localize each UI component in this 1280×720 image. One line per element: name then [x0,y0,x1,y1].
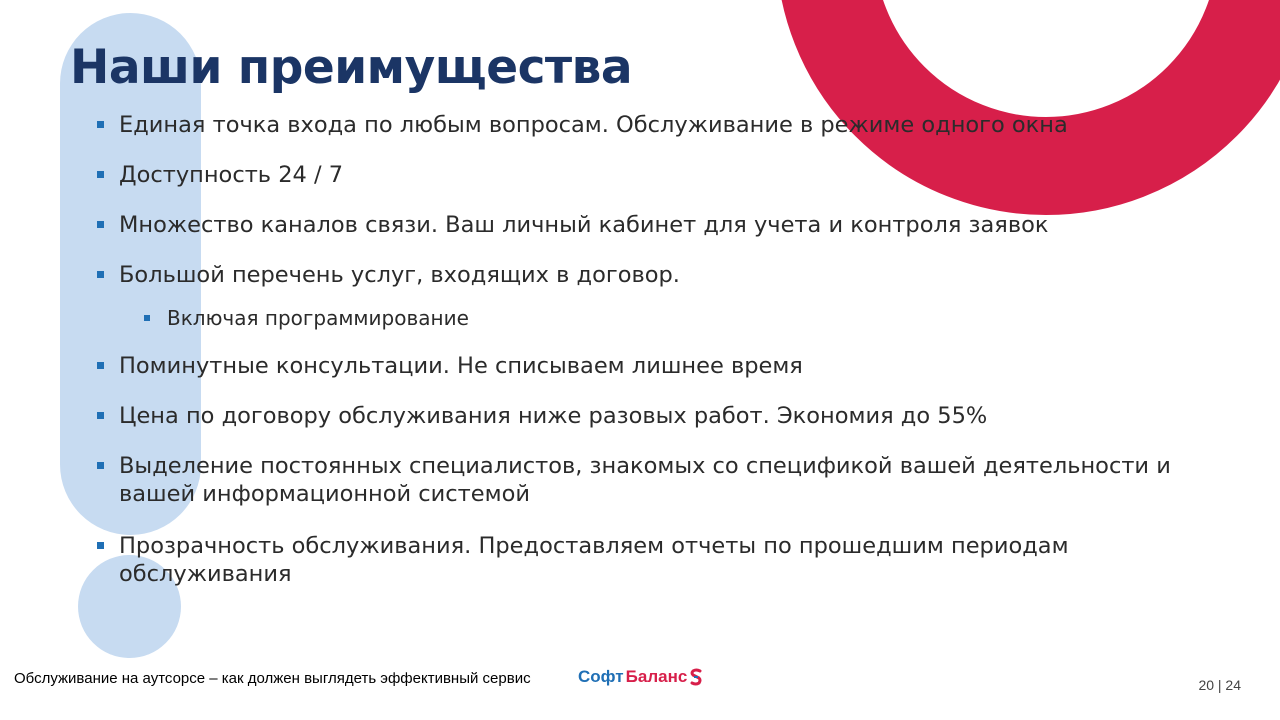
bullet-text: Прозрачность обслуживания. Предоставляем отчеты по прошедшим периодам обслуживания [119,533,1069,587]
bullet-square-icon [97,121,104,128]
bullet-text: Поминутные консультации. Не списываем лишнее время [119,353,803,379]
bullet-square-icon [97,412,104,419]
brand-name-part1: Софт [578,667,624,686]
bullet-text: Включая программирование [167,306,469,330]
bullet-text: Выделение постоянных специалистов, знакомых со спецификой вашей деятельности и вашей информационной системой [119,453,1171,507]
bullet-square-icon [97,362,104,369]
bullet-item [119,111,1229,139]
brand-logo [578,667,703,687]
bullet-text: Множество каналов связи. Ваш личный кабинет для учета и контроля заявок [119,212,1049,238]
bullet-square-icon [144,315,150,321]
bullet-square-icon [97,221,104,228]
bullet-text: Единая точка входа по любым вопросам. Обслуживание в режиме одного окна [119,112,1068,138]
slide-title: Наши преимущества [70,40,633,95]
bullet-item [119,261,1229,289]
bullet-square-icon [97,542,104,549]
bullet-square-icon [97,271,104,278]
bullet-item [119,352,1229,380]
bullet-item [119,161,1229,189]
sub-bullet-item [167,305,469,331]
bullet-square-icon [97,462,104,469]
bullet-item [119,452,1229,508]
bullet-item [119,532,1229,588]
bullet-item [119,402,1229,430]
bullet-text: Доступность 24 / 7 [119,162,344,188]
bullet-text: Большой перечень услуг, входящих в договор. [119,262,680,288]
bullet-item [119,211,1229,239]
page-number: 20 | 24 [1198,677,1241,693]
bullet-text: Цена по договору обслуживания ниже разовых работ. Экономия до 55% [119,403,988,429]
footer-caption: Обслуживание на аутсорсе – как должен выглядеть эффективный сервис [14,670,531,687]
brand-mark-icon [689,668,703,686]
bullet-square-icon [97,171,104,178]
brand-name-part2: Баланс [625,667,688,686]
